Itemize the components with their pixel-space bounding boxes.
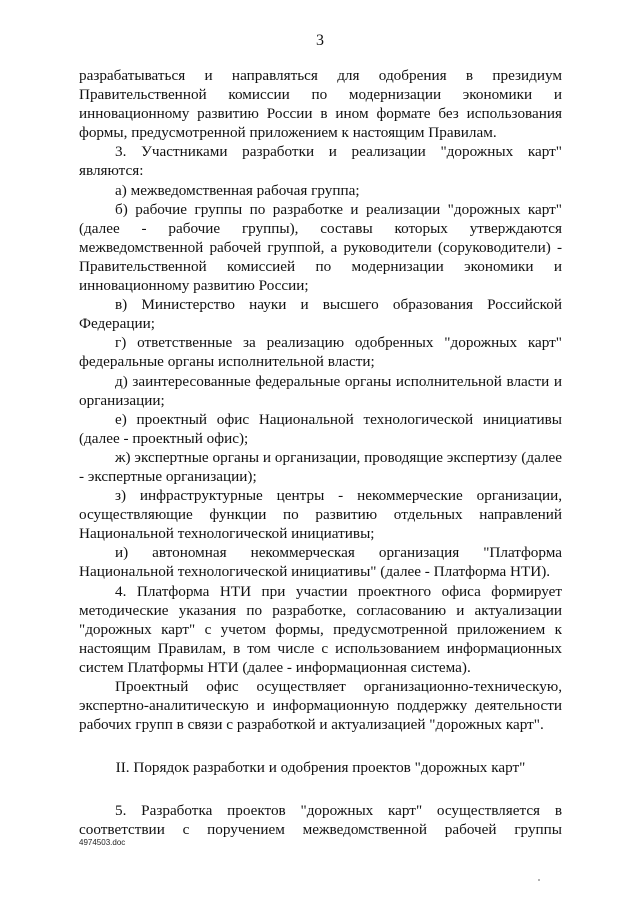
paragraph-clause-3: 3. Участниками разработки и реализации "дорожных карт" являются:	[79, 143, 562, 180]
list-item-z: з) инфраструктурные центры - некоммерческие организации, осуществляющие функции по развитию отдельных направлений Национальной технологической инициативы;	[79, 487, 562, 543]
section-heading: II. Порядок разработки и одобрения проектов "дорожных карт"	[115, 759, 526, 777]
document-body	[79, 66, 562, 840]
page-number: 3	[316, 32, 324, 49]
paragraph-clause-4: 4. Платформа НТИ при участии проектного офиса формирует методические указания по разработке, согласованию и актуализации "дорожных карт" с учетом формы, предусмотренной приложением к настоящим Правилам, в том числе с использованием информационных систем Платформы НТИ (далее - информационная система).	[79, 582, 562, 676]
list-item-g: г) ответственные за реализацию одобренных "дорожных карт" федеральные органы исполнительной власти;	[79, 334, 562, 371]
paragraph-continuation: разрабатываться и направляться для одобрения в президиум Правительственной комиссии по модернизации экономики и инновационному развитию России в ином формате без использования формы, предусмотренной приложением к настоящим Правилам.	[79, 67, 562, 142]
scan-speck	[538, 879, 540, 881]
list-item-d: д) заинтересованные федеральные органы исполнительной власти и организации;	[79, 372, 562, 409]
paragraph-clause-5: 5. Разработка проектов "дорожных карт" осуществляется в соответствии с поручением межведомственной рабочей группы	[79, 802, 562, 839]
list-item-zh: ж) экспертные органы и организации, проводящие экспертизу (далее - экспертные организации);	[79, 448, 562, 485]
list-item-b: б) рабочие группы по разработке и реализации "дорожных карт" (далее - рабочие группы), составы которых утверждаются межведомственной рабочей группой, а руководители (соруководители) - Правительственной комиссией по модернизации экономики и инновационному развитию России;	[79, 200, 562, 295]
file-reference: 4974503.doc	[79, 838, 126, 847]
list-item-e: е) проектный офис Национальной технологической инициативы (далее - проектный офис);	[79, 410, 562, 447]
list-item-i: и) автономная некоммерческая организация "Платформа Национальной технологической инициативы" (далее - Платформа НТИ).	[79, 544, 562, 581]
paragraph-project-office: Проектный офис осуществляет организационно-техническую, экспертно-аналитическую и информационную поддержку деятельности рабочих групп в связи с разработкой и актуализацией "дорожных карт".	[79, 678, 562, 734]
list-item-a: а) межведомственная рабочая группа;	[115, 181, 360, 199]
list-item-v: в) Министерство науки и высшего образования Российской Федерации;	[79, 296, 562, 333]
